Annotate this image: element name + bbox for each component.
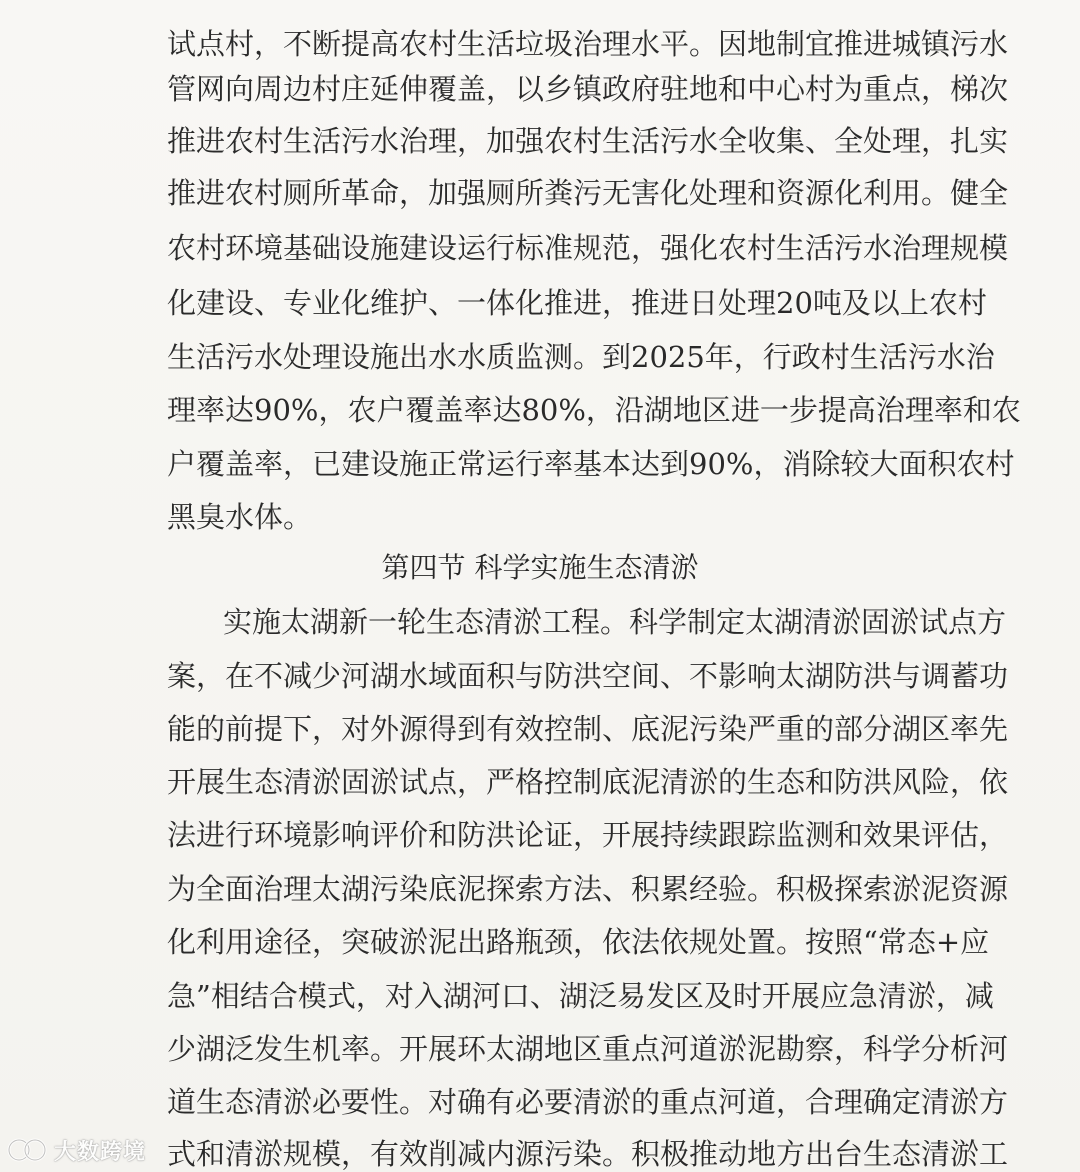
paragraph-line: 推进农村生活污水治理，加强农村生活污水全收集、全处理，扎实 — [167, 124, 1009, 158]
paragraph-line: 法进行环境影响评价和防洪论证，开展持续跟踪监测和效果评估， — [167, 818, 1009, 852]
paragraph-line: 少湖泛发生机率。开展环太湖地区重点河道淤泥勘察，科学分析河 — [167, 1032, 1009, 1066]
paragraph-line: 为全面治理太湖污染底泥探索方法、积累经验。积极探索淤泥资源 — [167, 872, 1009, 906]
paragraph-line: 农村环境基础设施建设运行标准规范，强化农村生活污水治理规模 — [167, 231, 1009, 265]
paragraph-line: 理率达90%，农户覆盖率达80%，沿湖地区进一步提高治理率和农 — [167, 393, 1021, 427]
paragraph-line: 急”相结合模式，对入湖河口、湖泛易发区及时开展应急清淤，减 — [167, 979, 994, 1013]
paragraph-line: 试点村，不断提高农村生活垃圾治理水平。因地制宜推进城镇污水 — [167, 27, 1009, 61]
paragraph-line: 户覆盖率，已建设施正常运行率基本达到90%，消除较大面积农村 — [167, 447, 1015, 481]
paragraph-line: 化利用途径，突破淤泥出路瓶颈，依法依规处置。按照“常态+应 — [167, 925, 990, 959]
paragraph-line: 实施太湖新一轮生态清淤工程。科学制定太湖清淤固淤试点方 — [223, 605, 1007, 639]
paragraph-line: 式和清淤规模，有效削减内源污染。积极推动地方出台生态清淤工 — [167, 1137, 1009, 1171]
paragraph-line: 能的前提下，对外源得到有效控制、底泥污染严重的部分湖区率先 — [167, 712, 1009, 746]
watermark-text: 大数跨境 — [54, 1139, 147, 1165]
paragraph-line: 开展生态清淤固淤试点，严格控制底泥清淤的生态和防洪风险，依 — [167, 765, 1009, 799]
paragraph-line: 道生态清淤必要性。对确有必要清淤的重点河道，合理确定清淤方 — [167, 1085, 1009, 1119]
brand-logo-icon — [6, 1135, 48, 1165]
paragraph-line: 黑臭水体。 — [167, 500, 313, 534]
paragraph-line: 案，在不减少河湖水域面积与防洪空间、不影响太湖防洪与调蓄功 — [167, 659, 1009, 693]
section-heading: 第四节 科学实施生态清淤 — [381, 551, 699, 584]
paragraph-line: 管网向周边村庄延伸覆盖，以乡镇政府驻地和中心村为重点，梯次 — [167, 72, 1009, 106]
paragraph-line: 化建设、专业化维护、一体化推进，推进日处理20吨及以上农村 — [167, 286, 987, 320]
watermark — [6, 1132, 146, 1168]
paragraph-line: 生活污水处理设施出水水质监测。到2025年，行政村生活污水治 — [167, 340, 995, 374]
paragraph-line: 推进农村厕所革命，加强厕所粪污无害化处理和资源化利用。健全 — [167, 176, 1009, 210]
